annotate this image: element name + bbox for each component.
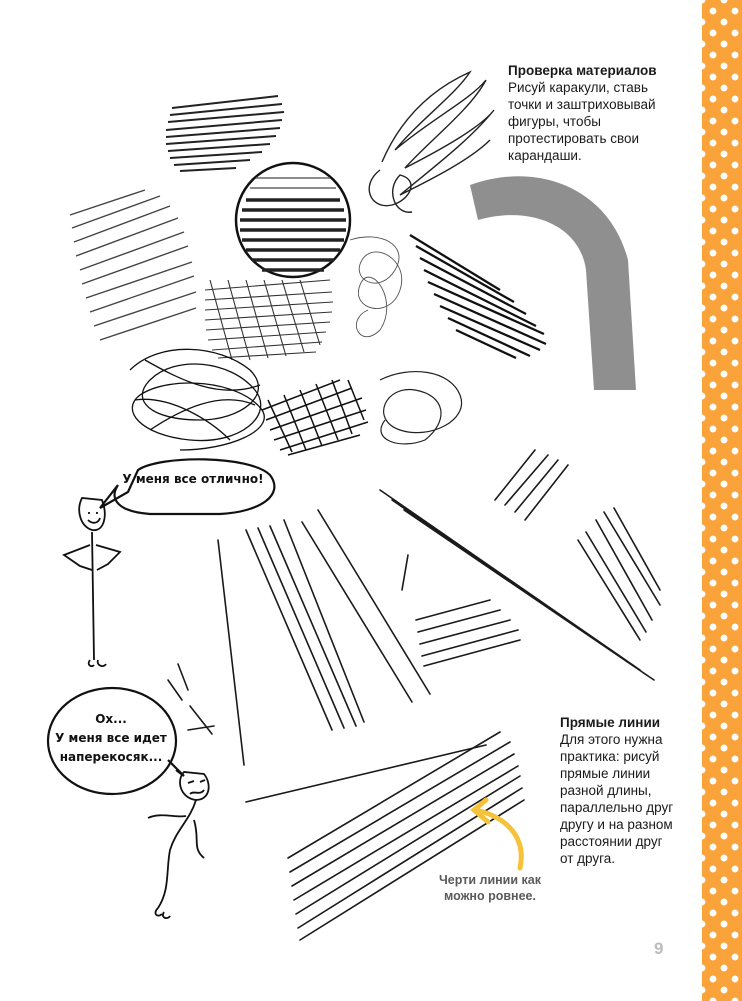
stipple-arc xyxy=(470,176,636,390)
bubble-happy-text: У меня все отлично! xyxy=(122,472,264,486)
light-tangle xyxy=(350,237,402,337)
light-hatch-patch xyxy=(70,190,196,340)
dark-hatch-patch xyxy=(166,96,284,171)
grid-crosshatch xyxy=(262,380,368,455)
mesh-hatch-patch xyxy=(205,280,333,360)
tip-text: Черти линии как можно ровнее. xyxy=(439,873,541,903)
materials-caption xyxy=(508,62,698,164)
diagonal-dark-hatch xyxy=(410,235,546,358)
lines-text: Для этого нужна практика: рисуй прямые линии разной длины, параллельно друг другу и на разном расстоянии друг от друга. xyxy=(560,732,674,866)
bubble-crooked-text: Ох... У меня все идет наперекосяк... xyxy=(55,712,167,764)
crooked-character xyxy=(148,772,209,918)
lines-caption xyxy=(560,714,700,867)
curved-arrow xyxy=(474,800,521,868)
shaded-sphere xyxy=(236,163,350,277)
materials-text: Рисуй каракули, ставь точки и заштриховывай фигуры, чтобы протестировать свои карандаши. xyxy=(508,80,656,163)
happy-character xyxy=(64,498,120,666)
page-number: 9 xyxy=(654,939,664,958)
lines-title: Прямые линии xyxy=(560,715,661,730)
speech-bubble-happy xyxy=(100,459,274,514)
dark-tangle xyxy=(130,349,264,450)
materials-title: Проверка материалов xyxy=(508,63,657,78)
small-tangle xyxy=(380,372,462,444)
